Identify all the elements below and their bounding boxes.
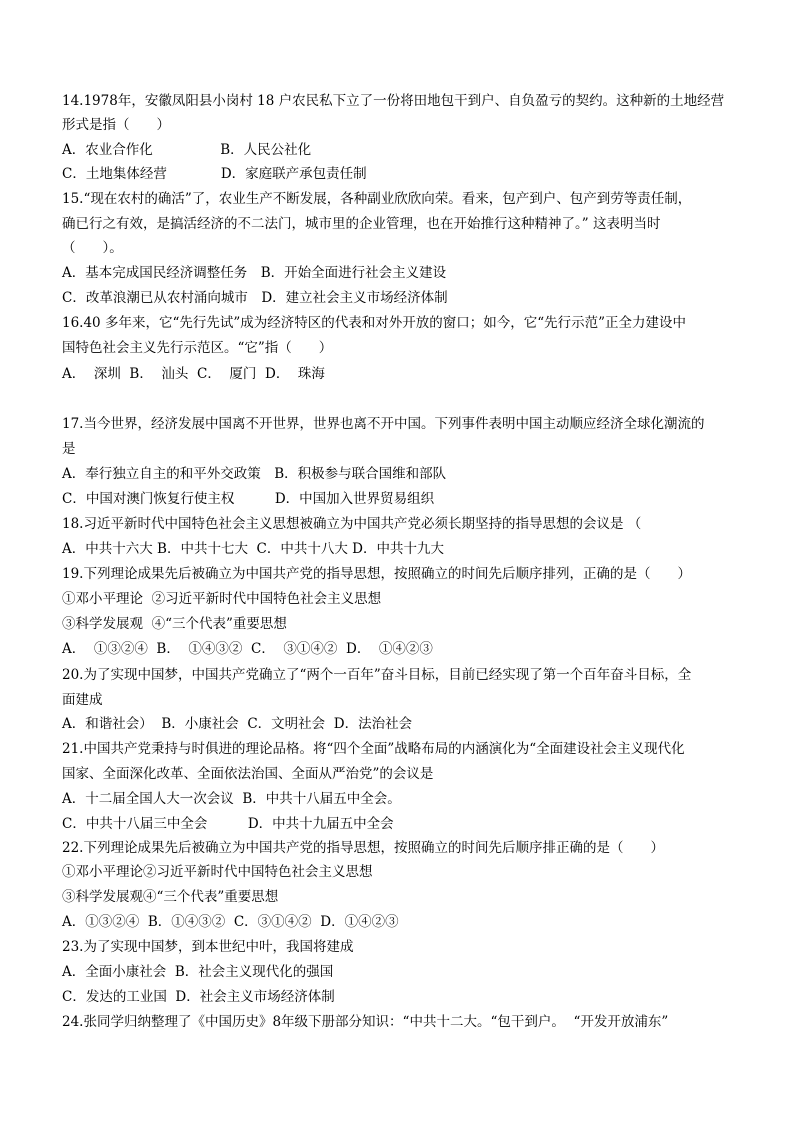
statement-line: ③科学发展观 ④“三个代表”重要思想 xyxy=(62,616,287,632)
options-line: C．中共十八届三中全会 D．中共十九届五中全会 xyxy=(62,816,394,832)
question-stem: 23.为了实现中国梦，到本世纪中叶，我国将建成 xyxy=(62,939,354,955)
question-stem: 14.1978年，安徽凤阳县小岗村 18 户农民私下立了一份将田地包干到户、自负盈亏的契约。这种新的土地经营 xyxy=(62,93,725,109)
options-line: A．十二届全国人大一次会议 B．中共十八届五中全会。 xyxy=(62,791,401,807)
question-stem: 国家、全面深化改革、全面依法治国、全面从严治党”的会议是 xyxy=(62,766,434,782)
question-stem: 21.中国共产党秉持与时俱进的理论品格。将“四个全面”战略布局的内涵演化为“全面建设社会主义现代化 xyxy=(62,741,685,757)
options-line: A．基本完成国民经济调整任务 B．开始全面进行社会主义建设 xyxy=(62,265,447,281)
statement-line: ③科学发展观④“三个代表”重要思想 xyxy=(62,889,279,905)
options-line: A． 深圳 B． 汕头 C． 厦门 D． 珠海 xyxy=(62,366,325,382)
options-line: C．土地集体经营 D．家庭联产承包责任制 xyxy=(62,166,367,182)
options-line: A．农业合作化 B．人民公社化 xyxy=(62,142,312,158)
options-line: A．中共十六大 B．中共十七大 C．中共十八大 D．中共十九大 xyxy=(62,541,444,557)
options-line: A．和谐社会） B．小康社会 C．文明社会 D．法治社会 xyxy=(62,716,413,732)
options-line: C．改革浪潮已从农村涌向城市 D．建立社会主义市场经济体制 xyxy=(62,290,448,306)
question-stem: 16.40 多年来，它“先行先试”成为经济特区的代表和对外开放的窗口；如今，它“先行示范”正全力建设中 xyxy=(62,315,687,331)
options-line: A．①③②④ B．①④③② C．③①④② D．①④②③ xyxy=(62,914,399,930)
question-stem: 15.“现在农村的确活”了，农业生产不断发展，各种副业欣欣向荣。看来，包产到户、包产到劳等责任制， xyxy=(62,191,692,207)
statement-line: ①邓小平理论②习近平新时代中国特色社会主义思想 xyxy=(62,864,373,880)
options-line: A．奉行独立自主的和平外交政策 B．积极参与联合国维和部队 xyxy=(62,466,447,482)
options-line: A．全面小康社会 B．社会主义现代化的强国 xyxy=(62,964,334,980)
question-stem: 面建成 xyxy=(62,692,103,708)
question-stem: 24.张同学归纳整理了《中国历史》8年级下册部分知识：“中共十二大。“包干到户。 “开发开放浦东” xyxy=(62,1014,669,1030)
question-stem: 19.下列理论成果先后被确立为中国共产党的指导思想，按照确立的时间先后顺序排列，正确的是（ ） xyxy=(62,566,691,582)
question-stem: （ ）。 xyxy=(62,240,123,256)
question-stem: 20.为了实现中国梦，中国共产党确立了“两个一百年”奋斗目标，目前已经实现了第一个百年奋斗目标，全 xyxy=(62,667,692,683)
question-stem: 是 xyxy=(62,441,76,457)
question-stem: 形式是指（ ） xyxy=(62,117,170,133)
question-stem: 确已行之有效，是搞活经济的不二法门，城市里的企业管理，也在开始推行这种精神了。” 这表明当时 xyxy=(62,216,661,232)
options-line: A． ①③②④ B． ①④③② C． ③①④② D． ①④②③ xyxy=(62,641,433,657)
question-stem: 17.当今世界，经济发展中国离不开世界，世界也离不开中国。下列事件表明中国主动顺应经济全球化潮流的 xyxy=(62,416,705,432)
statement-line: ①邓小平理论 ②习近平新时代中国特色社会主义思想 xyxy=(62,591,382,607)
question-stem: 22.下列理论成果先后被确立为中国共产党的指导思想，按照确立的时间先后顺序排正确的是（ ） xyxy=(62,840,664,856)
options-line: C．发达的工业国 D．社会主义市场经济体制 xyxy=(62,989,335,1005)
question-stem: 18.习近平新时代中国特色社会主义思想被确立为中国共产党必须长期坚持的指导思想的会议是 （ xyxy=(62,516,642,532)
question-stem: 国特色社会主义先行示范区。“它”指（ ） xyxy=(62,340,333,356)
options-line: C．中国对澳门恢复行使主权 D．中国加入世界贸易组织 xyxy=(62,491,435,507)
